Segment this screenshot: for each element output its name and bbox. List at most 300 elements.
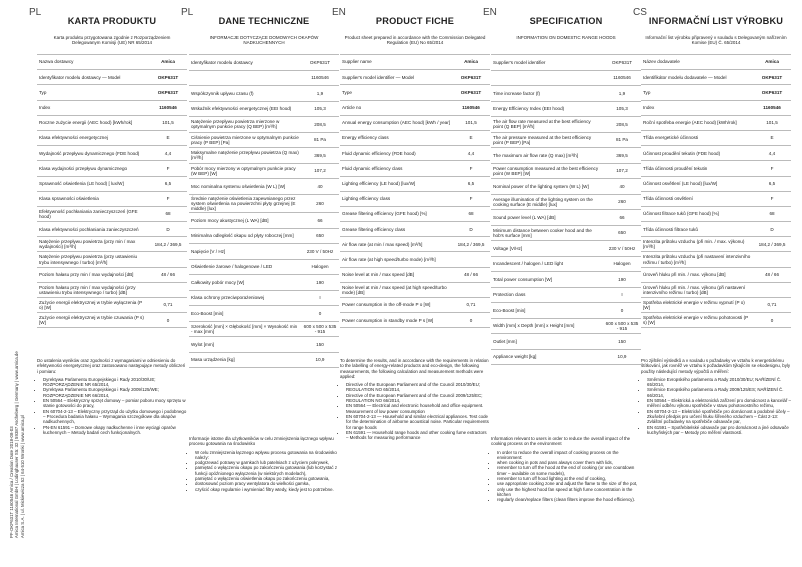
row-value: 1160546 [603,70,641,86]
section-subtitle: INFORMACJE DOTYCZĄCE DOMOWYCH OKAPÓW NADKUCHENNYCH [209,35,319,46]
row-label: The air pressure measured at the best efficiency point (P BEP) [Pa] [491,132,603,148]
row-value: 1,9 [603,86,641,102]
table-row [491,256,641,272]
table-row [37,85,187,100]
row-label [491,70,603,86]
section-subtitle: Informační list výrobku připravený v souladu s Delegovaným nařízením Komise (EU) Č. 65/2014 [645,35,787,46]
row-value: 0 [452,313,490,328]
row-label: Średnie natężenie oświetlenia zapewnianego przez system oświetlenia na powierzchni płyty grzejnej (E middle) [lux] [189,194,301,213]
table-row [189,321,339,337]
row-label: Nazwa dostawcy [37,55,149,70]
row-label: Fluid dynamic efficiency (FDE hood) [340,146,452,161]
column-2 [332,6,497,561]
row-label: Supplier's model identifier — Model [340,70,452,85]
table-row [491,55,641,71]
row-value: 40 [301,179,339,195]
notes-block [641,358,791,435]
row-label: Supplier's model identifier [491,55,603,71]
row-label: Eco-Boost [min] [491,303,603,319]
row-label: Poziom mocy akustycznej (L WA) [dB] [189,213,301,229]
row-label: Třída účinnosti filtrace tuků [641,222,753,237]
row-value: 66 [301,213,339,229]
notes-item: • only use the highest hood fan speed at high fume concentration in the kitchen [497,487,641,498]
row-value: 208,5 [603,117,641,133]
row-label: Wydajność przepływu dynamicznego (FDE hood) [37,146,149,161]
table-row [641,161,791,176]
table-row [641,191,791,206]
table-row [491,241,641,257]
table-row [340,206,490,221]
row-value: 184,2 / 369,5 [753,237,791,252]
row-value: 4,4 [452,146,490,161]
row-value: 600 x 500 x 535 - 915 [301,321,339,337]
table-row [491,101,641,117]
language-code: EN [332,7,346,18]
row-label: Voltage [V/Hz] [491,241,603,257]
section-title: SPECIFICATION [529,16,603,26]
table-row [340,115,490,130]
notes-item: • EN 60704-2-13 – Elektryczny przyrząd do użytku domowego i podobnego – Procedura badania hałasu – Wymagania szczegółowe dla okapów nadkuchennych, [43,409,187,425]
row-value: 68 [149,206,187,221]
row-label: Oświetlenie żarowe / halogenowe / LED [189,259,301,275]
row-value: 66 [603,210,641,226]
language-code: PL [181,7,194,18]
notes-item: • Directive of the European Parliament and of the Council 2010/30/EU; REGULATION NO 65/2014, [346,382,490,393]
table-row [641,282,791,297]
row-value: F [753,161,791,176]
table-row [189,101,339,117]
row-label: Minimalna odległość okapu od płyty roboczej [mm] [189,228,301,244]
row-label: Identyfikator modelu dostawcy — Model [37,70,149,85]
row-value: 4,4 [149,146,187,161]
row-value: 369,5 [301,148,339,164]
notes-item: • pamiętać o wyłączeniu okapu po zakończeniu gotowania (lub korzystać z funkcji opóźnionego wyłączenia (w niektórych modelach), [195,465,339,476]
notes-block [189,436,339,492]
side-legal-text [0,0,34,567]
table-row [641,313,791,328]
row-label: Wskaźnik efektywności energetycznej (EEI hood) [189,101,301,117]
notes-block [37,358,187,435]
spec-table [491,54,641,365]
table-row [189,259,339,275]
table-row [641,146,791,161]
table-row [340,55,490,70]
row-value: I [301,290,339,306]
row-label: Klasa efektywności energetycznej [37,130,149,145]
table-row [189,179,339,195]
row-label: Energy efficiency class [340,130,452,145]
row-value: 0,71 [149,298,187,313]
row-label: Appliance weight [kg] [491,349,603,365]
row-label: Identyfikator modelu dostawcy [189,55,301,71]
notes-item: • pamiętać o wyłączeniu oświetlenia okapu po zakończeniu gotowania, [195,476,339,481]
row-value: Amica [149,55,187,70]
table-row [37,176,187,191]
row-label: Lighting efficiency class [340,191,452,206]
table-row [340,176,490,191]
row-label: The air flow rate measured at the best efficiency point (Q BEP) [m³/h] [491,117,603,133]
row-label: Napięcie [V / Hz] [189,244,301,260]
row-value: OKP631T [452,70,490,85]
row-value: I [603,287,641,303]
row-value: D [149,222,187,237]
table-row [37,298,187,313]
notes-item: • czyścić okap regularnie i wymieniać filtry wtedy, kiedy jest to potrzebne. [195,487,339,492]
row-label: Współczynnik upływu czasu (f) [189,86,301,102]
table-row [189,290,339,306]
notes-item: • remember to turn off hood lighting at the end of cooking, [497,476,641,481]
row-label: Nominal power of the lighting system (W L) [W] [491,179,603,195]
table-row [37,206,187,221]
row-label: Zużycie energii elektrycznej w trybie wyłączenia (P o) [W] [37,298,149,313]
table-row [37,100,187,115]
row-value: 10,9 [603,349,641,365]
row-value: 105,3 [301,101,339,117]
section-title: KARTA PRODUKTU [67,16,157,26]
notes-item: • Dyrektywa Parlamentu Europejskiego i Rady 2009/125/WE; ROZPORZĄDZENIE NR 66/2014, [43,387,187,398]
table-row [37,313,187,328]
row-value: Amica [452,55,490,70]
table-row [641,176,791,191]
row-label: The maximum air flow rate (Q max) [m³/h] [491,148,603,164]
notes-item: • In order to reduce the overall impact of cooking process on the environment: [497,450,641,461]
row-label: Třída účinnosti proudění tekutin [641,161,753,176]
row-value: 40 [603,179,641,195]
row-label: Całkowity pobór mocy [W] [189,275,301,291]
row-label: Moc nominalna systemu oświetlenia (W L) [W] [189,179,301,195]
row-value [452,252,490,267]
row-label: Power consumption measured at the best efficiency point (W BEP) [W] [491,163,603,179]
table-row [491,225,641,241]
row-value: 107,2 [603,163,641,179]
row-label: Třída energetické účinnosti [641,130,753,145]
table-row [491,179,641,195]
notes-intro: Pro zjištění výsledků a v souladu s požadavky ve vztahu k energetickému štítkování, jak rovněž ve vztahu k požadavkům týkajícím se ekodesignu, byly použity následující metody výpočtů a měření: [641,358,791,374]
notes-item: • use appropriate cooking zone and adjust the flame to the size of the pot, [497,481,641,486]
row-label: Fluid dynamic efficiency class [340,161,452,176]
row-label: Klasa efektywności pochłaniania zanieczyszczeń [37,222,149,237]
section-title: DANE TECHNICZNE [218,16,310,26]
row-value: 0 [603,303,641,319]
table-row [189,163,339,179]
row-value: 48 / 66 [149,267,187,282]
row-label: Annual energy consumption (AEC hood) [kWh / year] [340,115,452,130]
row-value: 1160546 [753,100,791,115]
table-row [189,337,339,353]
row-value: 4,4 [753,146,791,161]
table-row [340,70,490,85]
row-value: 68 [753,206,791,221]
row-value: Halogen [603,256,641,272]
notes-item: • PN-EN 61591 – Domowe okapy nadkuchenne i inne wyciągi oparów kuchennych – Metody badań cech funkcjonalnych. [43,425,187,436]
notes-item: • EN 60704-2-13 — Household and similar electrical appliances. Test code for the determination of airborne acoustical noise. Particular requirements for range hoods [346,414,490,430]
spec-table [37,54,187,328]
section-title: PRODUCT FICHE [375,16,455,26]
table-row [189,194,339,213]
row-value: F [149,161,187,176]
row-label: Power consumption in the off-mode P o [W] [340,298,452,313]
table-row [491,349,641,365]
row-label: Natężenie przepływu powietrza (przy ustawieniu trybu intensywnego / turbo) [m³/h] [37,252,149,267]
notes-item: • dostosować poziom pracy wentylatora do wielkości gamka, [195,481,339,486]
row-value: Halogen [301,259,339,275]
notes-item: • Směrnice Evropského parlamentu a Rady 2010/30/EU; NAŘÍZENÍ Č. 65/2014, [647,377,791,388]
table-row [37,282,187,297]
row-value: 150 [603,334,641,350]
row-value: 6,5 [753,176,791,191]
row-label: Poziom hałasu przy min / max wydajności (przy ustawieniu trybu intensywnego / turbo) [dB] [37,282,149,297]
table-row [641,130,791,145]
row-value: Amica [753,55,791,70]
row-label: Protection class [491,287,603,303]
table-row [189,228,339,244]
row-value: OKP631T [301,55,339,71]
row-label: Sound power level (L WA) [dB] [491,210,603,226]
table-row [37,115,187,130]
notes-item: • EN 60704-2-13 – Elektrické spotřebiče pro domácnost a podobné účely – Zkušební předpis pro určení hluku šířeného vzduchem – Část 2-13: Zvláštní požadavky na spotřebiče odsavače par, [647,409,791,425]
row-label: Pobór mocy mierzony w optymalnym punkcie pracy (W BEP) [W] [189,163,301,179]
notes-item: • Dyrektywa Parlamentu Europejskiego i Rady 2010/30/UE; ROZPORZĄDZENIE NR 65/2014, [43,377,187,388]
table-row [37,222,187,237]
row-label: Supplier name [340,55,452,70]
row-value: 184,2 / 369,5 [452,237,490,252]
table-row [189,117,339,133]
row-label: Szerokość [mm] × Głębokość [mm] × Wysokość min - max [mm] [189,321,301,337]
language-code: EN [483,7,497,18]
row-label: Spotřeba elektrické energie v režimu pohotovosti (P s) [W] [641,313,753,328]
spec-table [189,54,339,368]
section-subtitle: Product sheet prepared in accordance with the Commission Delegated Regulation (EU) No 65/2014 [344,35,486,46]
table-row [189,55,339,71]
row-value [452,282,490,297]
row-label: Klasa sprawności oświetlenia [37,191,149,206]
row-value: 600 x 500 x 535 - 915 [603,318,641,334]
row-value: D [452,222,490,237]
column-1 [181,6,346,561]
table-row [641,70,791,85]
row-value: 208,5 [301,117,339,133]
row-value: 190 [603,272,641,288]
row-value: 48 / 66 [452,267,490,282]
row-label: Efektywność pochłaniania zanieczyszczeń (GFE hood) [37,206,149,221]
table-row [340,252,490,267]
row-label: Noise level at min / max speed [dB] [340,267,452,282]
table-row [189,275,339,291]
notes-block [491,436,641,503]
table-row [340,100,490,115]
row-label: Power consumption in standby mode P s [W] [340,313,452,328]
row-value: 184,2 / 369,5 [149,237,187,252]
row-value: 68 [452,206,490,221]
row-value: 81 Pa [603,132,641,148]
table-row [491,334,641,350]
row-value: 260 [603,194,641,210]
table-row [491,86,641,102]
table-row [340,222,490,237]
row-value: F [753,191,791,206]
notes-intro: Information relevant to users in order to reduce the overall impact of the cooking process on the environment [491,436,631,447]
row-label: Klasa wydajności przepływu dynamicznego [37,161,149,176]
row-label [189,70,301,86]
row-label: Třída účinnosti osvětlení [641,191,753,206]
table-row [491,70,641,86]
row-value: F [149,191,187,206]
row-label: Typ [37,85,149,100]
table-row [37,267,187,282]
row-label: Width [mm] x Depth [mm] x Height [mm] [491,318,603,334]
table-row [340,237,490,252]
notes-intro: Do ustalenia wyników oraz zgodności z wymaganiami w odniesieniu do efektywności energetycznej oraz zastosowano następujące metody obliczeń i pomiaru: [37,358,186,374]
row-value: F [452,161,490,176]
row-value: D [753,222,791,237]
notes-item: • EN 61591 – Spotřebitelské odsavače par pro domácnost a jiné odsavače kuchyňských par – Metody pro měření vlastností. [647,425,791,436]
row-value: 150 [301,337,339,353]
row-value: 0,71 [452,298,490,313]
row-label: Outlet [mm] [491,334,603,350]
row-value: 10,9 [301,352,339,368]
row-value: 107,2 [301,163,339,179]
row-label: Time increase factor (f) [491,86,603,102]
row-value: F [452,191,490,206]
table-row [491,148,641,164]
row-label: Spotřeba elektrické energie v režimu vypnutí (P o) [W] [641,298,753,313]
row-label: Natężenie przepływu powietrza mierzone w optymalnym punkcie pracy (Q BEP) [m³/h] [189,117,301,133]
row-value: OKP631T [149,85,187,100]
language-code: CS [633,7,647,18]
row-value: OKP631T [149,70,187,85]
row-label: Air flow rate (at high speed/turbo mode) [m³/h] [340,252,452,267]
section-subtitle: INFORMATION ON DOMESTIC RANGE HOODS [516,35,616,40]
row-label: Eco-Boost [min] [189,306,301,322]
row-value: 369,5 [603,148,641,164]
table-row [340,191,490,206]
row-value [753,252,791,267]
row-value: 0 [301,306,339,322]
side-text: PF-OKP631T 1160546 Amica / Creation Date 2018-08-03 Amica International GmbH | Lüdinghauser Str. 32 | 59387 Ascheberg | Germany | www.amica.de Amica S.A. | ul. Mickiewicza 52 | 64-510 Wronki | www.amica.pl [8,351,25,539]
table-row [189,244,339,260]
row-value: 48 / 66 [753,267,791,282]
table-row [189,306,339,322]
row-value: 1160546 [301,70,339,86]
row-label: Účinnost filtrace tuků (GFE hood) [%] [641,206,753,221]
row-value [753,282,791,297]
table-row [491,163,641,179]
row-value: 0 [753,313,791,328]
table-row [189,70,339,86]
row-label: Zużycie energii elektrycznej w trybie czuwania (P s) [W] [37,313,149,328]
table-row [37,237,187,252]
table-row [491,272,641,288]
row-label: Noise level at min / max speed (at high speed/turbo mode) [dB] [340,282,452,297]
table-row [641,222,791,237]
table-row [37,130,187,145]
notes-intro: To determine the results, and in accordance with the requirements in relation to the labelling of energy-related products and eco-design, the following measurements, the following calculation and measurement methods were applied: [340,358,489,379]
table-row [189,213,339,229]
row-label: Masa urządzenia [kg] [189,352,301,368]
row-label: Účinnost osvětlení (LE hood) [lux/W] [641,176,753,191]
row-label: Natężenie przepływu powietrza (przy min / max wydajności) [m³/h] [37,237,149,252]
table-row [641,298,791,313]
table-row [491,194,641,210]
row-value: 101,5 [452,115,490,130]
row-value: E [753,130,791,145]
table-row [340,146,490,161]
table-row [340,282,490,297]
row-label: Maksymalne natężenie przepływu powietrza (Q max) [m³/h] [189,148,301,164]
row-value: 650 [603,225,641,241]
row-label: Název dodavatele [641,55,753,70]
row-label: Wylot [mm] [189,337,301,353]
row-value: 105,3 [603,101,641,117]
table-row [37,146,187,161]
table-row [37,161,187,176]
row-value: 1,9 [301,86,339,102]
row-label: Úroveň hluku při min. / max. výkonu (při nastavení intenzivního režimu / turbo) [dB] [641,282,753,297]
column-0 [29,6,194,561]
table-row [491,318,641,334]
table-row [641,85,791,100]
row-label: Index [641,100,753,115]
row-label: Ciśnienie powietrza mierzone w optymalnym punkcie pracy (P BEP) [Pa] [189,132,301,148]
row-value: 0,71 [753,298,791,313]
table-row [189,132,339,148]
row-label: Sprawność oświetlenia (LE hood) [ lux/W] [37,176,149,191]
row-label: Lighting efficiency (LE hood) [lux/W] [340,176,452,191]
row-label: Identifikátor modelu dodavatele — Model [641,70,753,85]
table-row [189,352,339,368]
notes-block [340,358,490,440]
table-row [641,100,791,115]
row-label: Type [340,85,452,100]
row-label: Roczne zużycie energii (AEC hood) [kWh/rok] [37,115,149,130]
row-value [149,252,187,267]
section-title: INFORMAČNÍ LIST VÝROBKU [648,16,784,26]
table-row [491,287,641,303]
spec-table [641,54,791,328]
notes-item: • regularly clean/replace filters (clean filters improve the hood efficiency). [497,497,641,502]
table-row [641,267,791,282]
row-value: OKP631T [753,85,791,100]
table-row [340,267,490,282]
row-label: Účinnost proudění tekutin (FDE hood) [641,146,753,161]
row-label: Incandescent / halogen / LED light [491,256,603,272]
notes-item: • remember to turn off the hood at the end of cooking (or use countdown timer – available on some models), [497,465,641,476]
row-value: OKP631T [753,70,791,85]
notes-intro: Informacje istotne dla użytkowników w celu zmniejszenia łącznego wpływu procesu gotowania na środowisko [189,436,334,447]
table-row [189,86,339,102]
row-label: Grease filtering efficiency (GFE hood) [%] [340,206,452,221]
row-label: Klasa ochrony przeciwporażeniowej [189,290,301,306]
notes-item: • Directive of the European Parliament and of the Council 2009/125/EC; REGULATION NO 66/2014, [346,393,490,404]
notes-item: • W celu zmniejszenia łącznego wpływu procesu gotowania na środowisko należy: [195,450,339,461]
notes-item: • Směrnice Evropského parlamentu a Rady 2009/125/ES; NAŘÍZENÍ Č. 66/2014, [647,387,791,398]
table-row [37,70,187,85]
row-value: 1160546 [452,100,490,115]
row-value: OKP631T [452,85,490,100]
row-value [149,282,187,297]
table-row [340,161,490,176]
notes-item: • EN 50564 – Elektrická a elektronická zařízení pro domácnost a kancelář – měření odběru výkonu spotřebiče v stavu pohotovostního režimu, [647,398,791,409]
row-label: Air flow rate (at min / max speed) [m³/h] [340,237,452,252]
row-label: Energy Efficiency Index (EEI hood) [491,101,603,117]
row-label: Úroveň hluku při min. / max. výkonu [dB] [641,267,753,282]
row-value: 6,5 [149,176,187,191]
row-value: 1160546 [149,100,187,115]
row-value: 260 [301,194,339,213]
row-value: 6,5 [452,176,490,191]
table-row [491,117,641,133]
row-label: Grease filtering efficiency class [340,222,452,237]
